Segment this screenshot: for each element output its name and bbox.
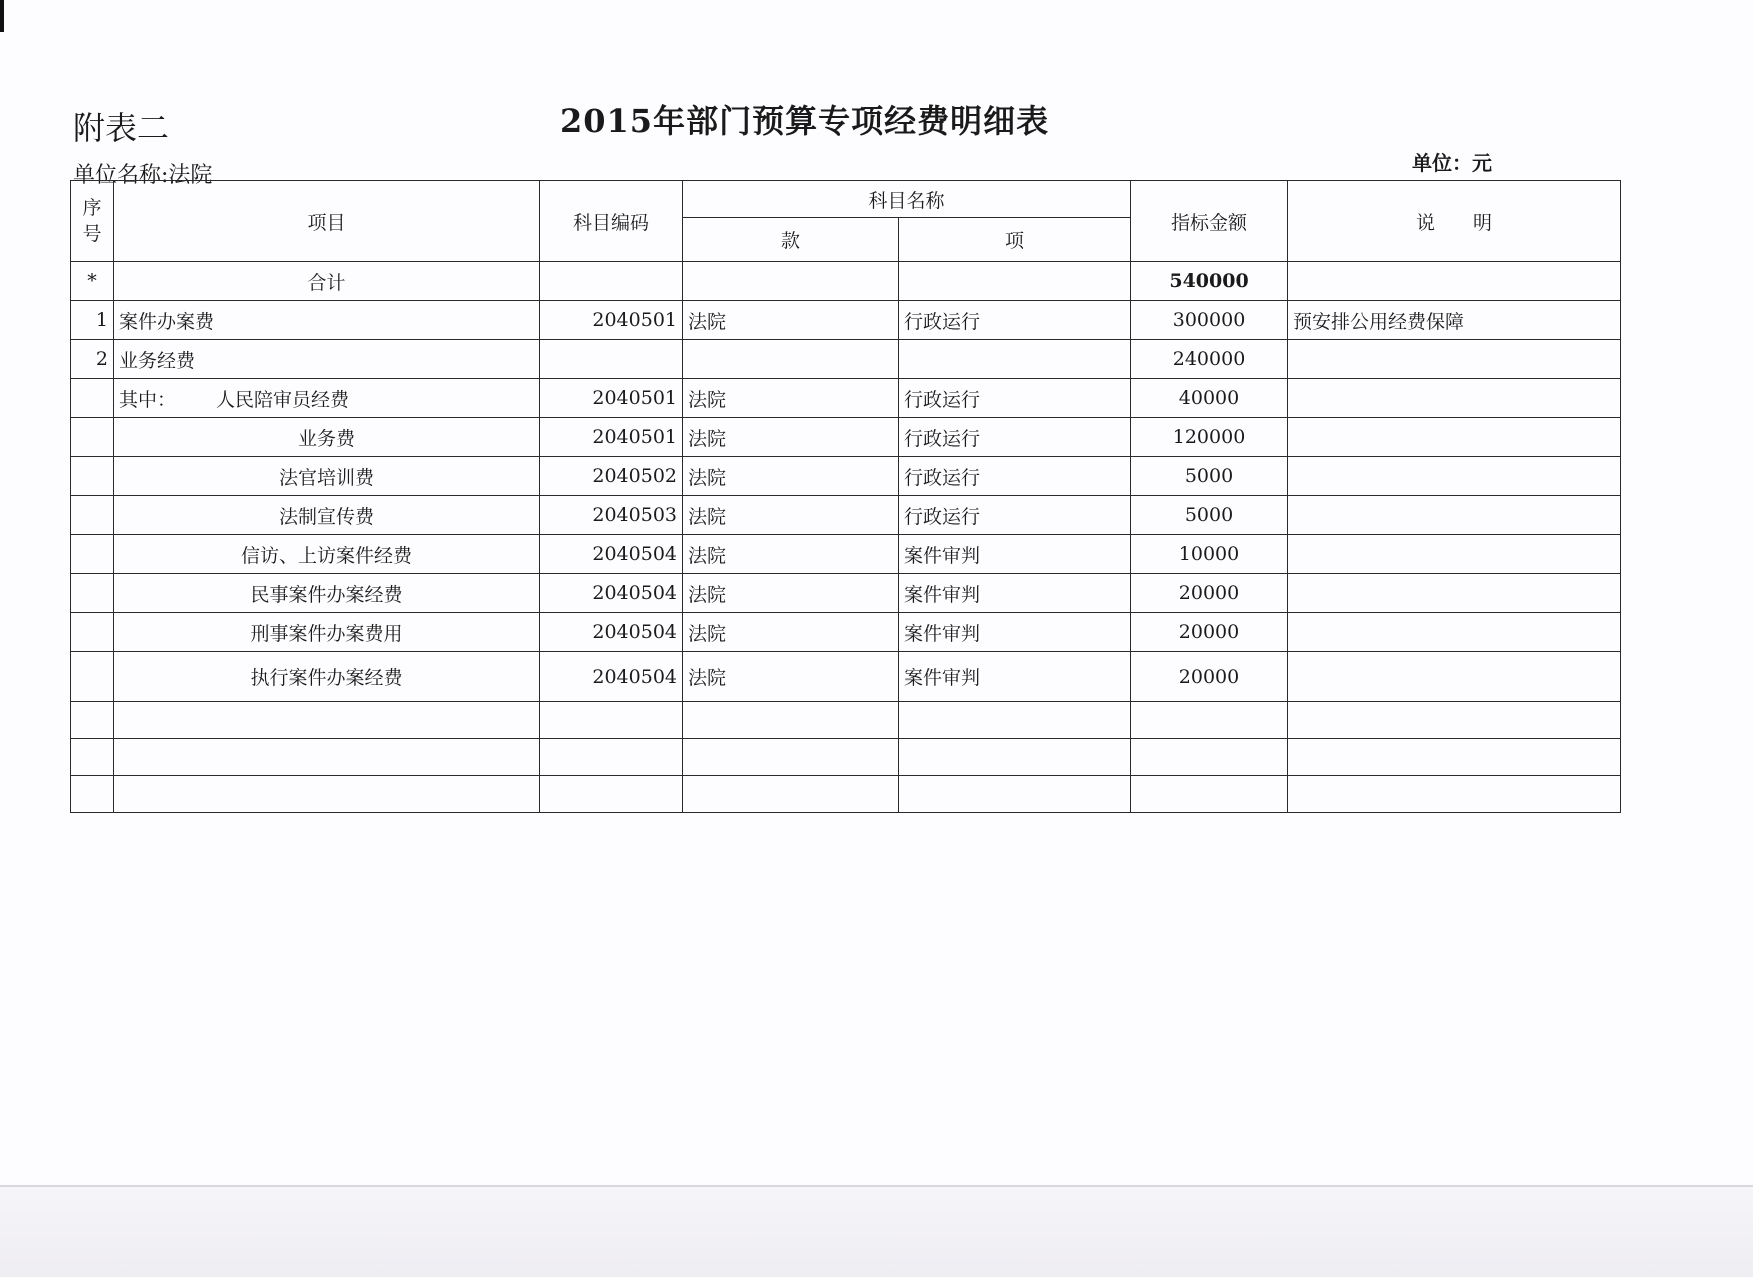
cell-xiang: 行政运行 — [899, 496, 1131, 535]
header-row-1 — [71, 181, 1621, 218]
cell-amount: 120000 — [1131, 418, 1288, 457]
cell-project: 业务经费 — [114, 340, 540, 379]
cell-kuan: 法院 — [683, 457, 899, 496]
cell-amount: 20000 — [1131, 613, 1288, 652]
cell-seq — [71, 574, 114, 613]
cell-amount: 20000 — [1131, 652, 1288, 702]
cell-xiang: 行政运行 — [899, 301, 1131, 340]
table-row — [71, 496, 1621, 535]
empty-cell — [1288, 739, 1621, 776]
cell-note — [1288, 457, 1621, 496]
cell-note: 预安排公用经费保障 — [1288, 301, 1621, 340]
cell-xiang: 案件审判 — [899, 613, 1131, 652]
cell-kuan: 法院 — [683, 496, 899, 535]
cell-project: 案件办案费 — [114, 301, 540, 340]
empty-cell — [114, 776, 540, 813]
cell-xiang: 行政运行 — [899, 457, 1131, 496]
empty-cell — [1288, 776, 1621, 813]
attachment-label: 附表二 — [73, 109, 170, 147]
cell-note — [1288, 613, 1621, 652]
cell-note — [1288, 574, 1621, 613]
cell-kuan: 法院 — [683, 613, 899, 652]
empty-cell — [899, 739, 1131, 776]
empty-cell — [114, 702, 540, 739]
cell-xiang — [899, 340, 1131, 379]
cell-xiang: 案件审判 — [899, 652, 1131, 702]
cell-seq — [71, 613, 114, 652]
cell-code: 2040501 — [540, 379, 683, 418]
currency-unit: 单位：元 — [1412, 151, 1492, 175]
scan-bottom-shadow — [0, 1185, 1753, 1277]
cell-xiang: 行政运行 — [899, 418, 1131, 457]
cell-code: 2040504 — [540, 574, 683, 613]
cell-code: 2040504 — [540, 613, 683, 652]
cell-seq — [71, 379, 114, 418]
cell-project: 合计 — [114, 262, 540, 301]
table-row — [71, 457, 1621, 496]
empty-cell — [71, 702, 114, 739]
table-row — [71, 262, 1621, 301]
empty-cell — [540, 776, 683, 813]
cell-note — [1288, 535, 1621, 574]
table-row — [71, 301, 1621, 340]
cell-xiang: 行政运行 — [899, 379, 1131, 418]
cell-amount: 5000 — [1131, 496, 1288, 535]
cell-code: 2040501 — [540, 418, 683, 457]
cell-amount: 40000 — [1131, 379, 1288, 418]
subject-name-header: 科目名称 — [683, 181, 1131, 218]
cell-kuan: 法院 — [683, 301, 899, 340]
cell-code: 2040502 — [540, 457, 683, 496]
table-row — [71, 652, 1621, 702]
cell-amount: 540000 — [1131, 262, 1288, 301]
cell-project: 法官培训费 — [114, 457, 540, 496]
cell-code: 2040503 — [540, 496, 683, 535]
cell-kuan: 法院 — [683, 535, 899, 574]
cell-kuan: 法院 — [683, 418, 899, 457]
empty-cell — [1288, 702, 1621, 739]
empty-cell — [683, 702, 899, 739]
cell-project: 民事案件办案经费 — [114, 574, 540, 613]
document-title: 2015年部门预算专项经费明细表 — [560, 102, 1050, 140]
cell-xiang: 案件审判 — [899, 574, 1131, 613]
empty-cell — [114, 739, 540, 776]
cell-project: 刑事案件办案费用 — [114, 613, 540, 652]
subject-code-header: 科目编码 — [540, 181, 683, 262]
empty-cell — [1131, 776, 1288, 813]
cell-seq: 2 — [71, 340, 114, 379]
table-row — [71, 613, 1621, 652]
amount-header: 指标金额 — [1131, 181, 1288, 262]
cell-code: 2040504 — [540, 652, 683, 702]
project-prefix: 其中： — [119, 388, 177, 411]
seq-header — [71, 181, 114, 262]
empty-cell — [540, 739, 683, 776]
kuan-header: 款 — [683, 218, 899, 262]
cell-code — [540, 340, 683, 379]
cell-amount: 20000 — [1131, 574, 1288, 613]
cell-note — [1288, 262, 1621, 301]
table-row — [71, 574, 1621, 613]
table-row — [71, 379, 1621, 418]
cell-code — [540, 262, 683, 301]
cell-amount: 240000 — [1131, 340, 1288, 379]
cell-code: 2040504 — [540, 535, 683, 574]
cell-kuan — [683, 262, 899, 301]
empty-cell — [540, 702, 683, 739]
cell-project: 业务费 — [114, 418, 540, 457]
cell-xiang: 案件审判 — [899, 535, 1131, 574]
empty-cell — [899, 776, 1131, 813]
cell-note — [1288, 418, 1621, 457]
cell-project: 法制宣传费 — [114, 496, 540, 535]
empty-cell — [1131, 739, 1288, 776]
seq-header-line1: 序 — [82, 197, 102, 219]
cell-amount: 5000 — [1131, 457, 1288, 496]
cell-seq — [71, 535, 114, 574]
cell-kuan: 法院 — [683, 652, 899, 702]
seq-header-line2: 号 — [82, 223, 102, 245]
budget-table — [70, 180, 1621, 813]
cell-seq — [71, 496, 114, 535]
table-row — [71, 340, 1621, 379]
empty-cell — [683, 739, 899, 776]
empty-cell — [1131, 702, 1288, 739]
cell-seq — [71, 418, 114, 457]
cell-project — [114, 379, 540, 418]
cell-seq: * — [71, 262, 114, 301]
cell-xiang — [899, 262, 1131, 301]
cell-seq: 1 — [71, 301, 114, 340]
empty-cell — [683, 776, 899, 813]
table-body — [71, 262, 1621, 813]
cell-seq — [71, 457, 114, 496]
table-row — [71, 418, 1621, 457]
cell-kuan: 法院 — [683, 379, 899, 418]
table-row — [71, 535, 1621, 574]
project-label: 人民陪审员经费 — [216, 388, 350, 411]
cell-code: 2040501 — [540, 301, 683, 340]
empty-row — [71, 702, 1621, 739]
cell-note — [1288, 652, 1621, 702]
cell-amount: 300000 — [1131, 301, 1288, 340]
empty-row — [71, 739, 1621, 776]
empty-row — [71, 776, 1621, 813]
empty-cell — [71, 776, 114, 813]
cell-seq — [71, 652, 114, 702]
cell-note — [1288, 379, 1621, 418]
cell-note — [1288, 340, 1621, 379]
cell-amount: 10000 — [1131, 535, 1288, 574]
unit-name: 单位名称:法院 — [73, 163, 213, 188]
cell-project: 信访、上访案件经费 — [114, 535, 540, 574]
project-header: 项目 — [114, 181, 540, 262]
empty-cell — [71, 739, 114, 776]
cell-kuan: 法院 — [683, 574, 899, 613]
note-header: 说 明 — [1288, 181, 1621, 262]
cell-project: 执行案件办案经费 — [114, 652, 540, 702]
xiang-header: 项 — [899, 218, 1131, 262]
empty-cell — [899, 702, 1131, 739]
cell-note — [1288, 496, 1621, 535]
scan-edge-mark — [0, 0, 4, 32]
cell-kuan — [683, 340, 899, 379]
